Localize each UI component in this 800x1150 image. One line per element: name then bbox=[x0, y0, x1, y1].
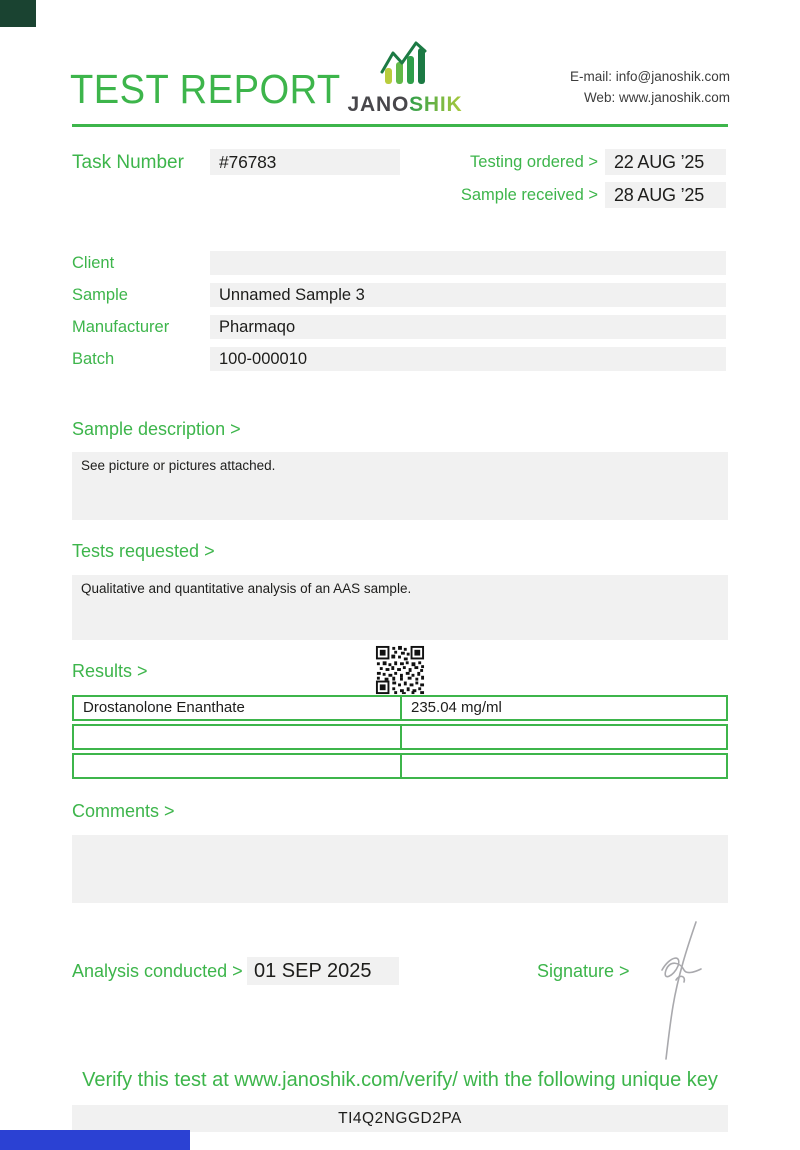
tests-requested-label: Tests requested > bbox=[72, 541, 215, 561]
header-rule bbox=[72, 124, 728, 127]
batch-field: 100-000010 bbox=[210, 347, 726, 371]
sample-received-label: Sample received > bbox=[460, 186, 598, 204]
client-field bbox=[210, 251, 726, 275]
task-number-label: Task Number bbox=[72, 152, 184, 173]
contact-block bbox=[570, 66, 730, 108]
page-title: TEST REPORT bbox=[70, 66, 341, 112]
testing-ordered-label: Testing ordered > bbox=[470, 153, 598, 171]
sample-label: Sample bbox=[72, 286, 128, 304]
sample-description-label: Sample description > bbox=[72, 419, 241, 439]
result-cell bbox=[400, 726, 726, 748]
verify-text: Verify this test at www.janoshik.com/verify/ with the following unique key bbox=[82, 1069, 718, 1091]
results-table-row bbox=[72, 724, 728, 750]
tests-requested-box: Qualitative and quantitative analysis of an AAS sample. bbox=[72, 575, 728, 640]
substance-cell bbox=[74, 755, 400, 777]
result-cell bbox=[400, 755, 726, 777]
manufacturer-label: Manufacturer bbox=[72, 318, 170, 336]
corner-mark bbox=[0, 0, 36, 27]
manufacturer-field: Pharmaqo bbox=[210, 315, 726, 339]
wordmark-dark-part: JANO bbox=[347, 93, 410, 116]
analysis-date-field: 01 SEP 2025 bbox=[247, 957, 399, 985]
analysis-conducted-label: Analysis conducted > bbox=[72, 961, 243, 981]
brand-wordmark bbox=[338, 93, 472, 117]
signature-label: Signature > bbox=[537, 961, 630, 981]
batch-label: Batch bbox=[72, 350, 115, 368]
qr-code-icon bbox=[375, 645, 425, 695]
wordmark-green-part: SHIK bbox=[409, 93, 463, 116]
sample-received-field: 28 AUG ’25 bbox=[605, 182, 726, 208]
contact-web: Web: www.janoshik.com bbox=[583, 90, 730, 105]
results-table-row bbox=[72, 753, 728, 779]
result-cell: 235.04 mg/ml bbox=[400, 697, 726, 719]
contact-email: E-mail: info@janoshik.com bbox=[569, 69, 730, 84]
client-label: Client bbox=[72, 254, 115, 272]
sample-field: Unnamed Sample 3 bbox=[210, 283, 726, 307]
substance-cell bbox=[74, 726, 400, 748]
comments-box bbox=[72, 835, 728, 903]
unique-key-field: TI4Q2NGGD2PA bbox=[72, 1105, 728, 1132]
testing-ordered-field: 22 AUG ’25 bbox=[605, 149, 726, 175]
results-label: Results > bbox=[72, 661, 148, 681]
substance-cell: Drostanolone Enanthate bbox=[83, 699, 245, 716]
task-number-field: #76783 bbox=[210, 149, 400, 175]
comments-label: Comments > bbox=[72, 801, 175, 821]
bottom-bar bbox=[0, 1130, 190, 1150]
results-table-row bbox=[72, 695, 728, 721]
brand-logo bbox=[338, 38, 472, 117]
signature-image bbox=[640, 918, 710, 1063]
growth-chart-icon bbox=[375, 38, 435, 86]
sample-description-box: See picture or pictures attached. bbox=[72, 452, 728, 520]
